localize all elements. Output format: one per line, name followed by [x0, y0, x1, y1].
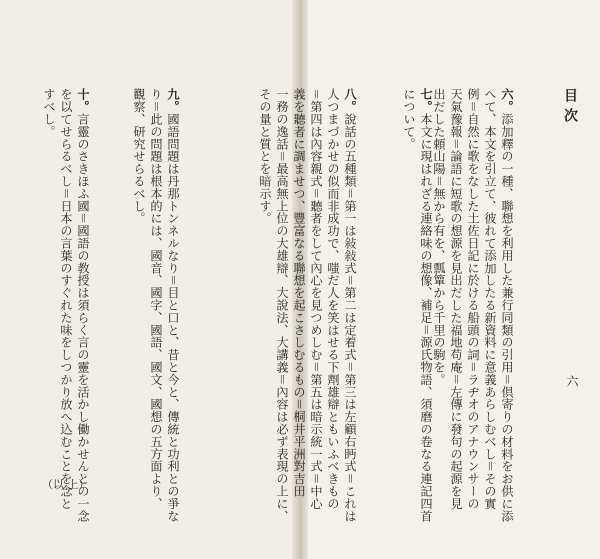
item-line: 一務の逸話＝最高無上位の大雄辯、大說法、大講義＝內容は必ず表現の上に、: [275, 88, 289, 522]
item-number: 七。: [419, 88, 433, 113]
item-line: 人つまづかせの似而非成功で、嗤だ人を笑はせる下劑雄辯ともいふべきもの: [326, 88, 340, 510]
item-number: 十。: [76, 88, 90, 113]
toc-item-7: [400, 88, 434, 522]
item-line: について。: [402, 88, 416, 150]
item-line: へて、本文を引立て、彼れて添加したる新資料に意義あらしむべし＝その實: [483, 88, 497, 510]
item-number: 六。: [500, 88, 514, 113]
item-line: 例＝自然に歌をなした土佐日記に於ける船頭の詞＝ラヂオのアナウンサーの: [466, 88, 480, 510]
page-header-mokuji: 目次: [562, 88, 578, 128]
item-number: 九。: [166, 88, 180, 113]
item-line: ＝第四は內容親式＝聽者をして內心を見つめしむ＝第五は暗示統一式＝中心: [309, 88, 323, 510]
toc-item-6: [430, 88, 515, 522]
toc-item-10: [40, 88, 91, 522]
item-line: 說話の五種類＝第一は敍敍式＝第二は定着式＝第三は左顧右眄式＝これは: [343, 112, 357, 522]
end-marker: （以 上）: [42, 478, 90, 491]
toc-item-9: [130, 88, 181, 522]
item-line: り＝此の問題は根本的には、國音、國字、國語、國文、國想の五方面より、: [149, 88, 163, 510]
item-line: 本文に現はれざる連絡味の想像、補足＝源氏物語、須磨の卷なる連記四首: [419, 112, 433, 522]
item-line: すべし。: [42, 88, 56, 138]
item-line: 義を聽者に調ませつ、豐富なる聯想を起こさしむるもの＝桐井平洲對吉田: [292, 88, 306, 498]
item-number: 八。: [343, 88, 357, 113]
item-line: その量と質とを暗示す。: [258, 88, 272, 225]
page-number: 六: [565, 375, 579, 387]
item-line: 添加釋の一種、聯想を利用した兼行同類の引用＝倶寄りの材料をお供に添: [500, 112, 514, 522]
item-line: 觀察、研究せらるべし。: [132, 88, 146, 225]
item-line: を以てせらるべし＝日本の言葉のすぐれた味をしつかり放へ込むことを念と: [59, 88, 73, 510]
item-line: 出だした頼山陽＝無から有を、瓢簞から千里の駒を。: [432, 88, 446, 386]
item-line: 言靈のさきほふ國＝國語の教授は須らく言の靈を活かし働かせんとの一念: [76, 112, 90, 522]
toc-item-8: [256, 88, 358, 522]
item-line: 天氣豫報＝論語に短歌の想源を見出だした福地苟庵＝左傳に發句の起源を見: [449, 88, 463, 510]
item-line: 國語問題は丹那トンネルなり＝目と口と、昔と今と、傳統と功利との爭な: [166, 112, 180, 522]
